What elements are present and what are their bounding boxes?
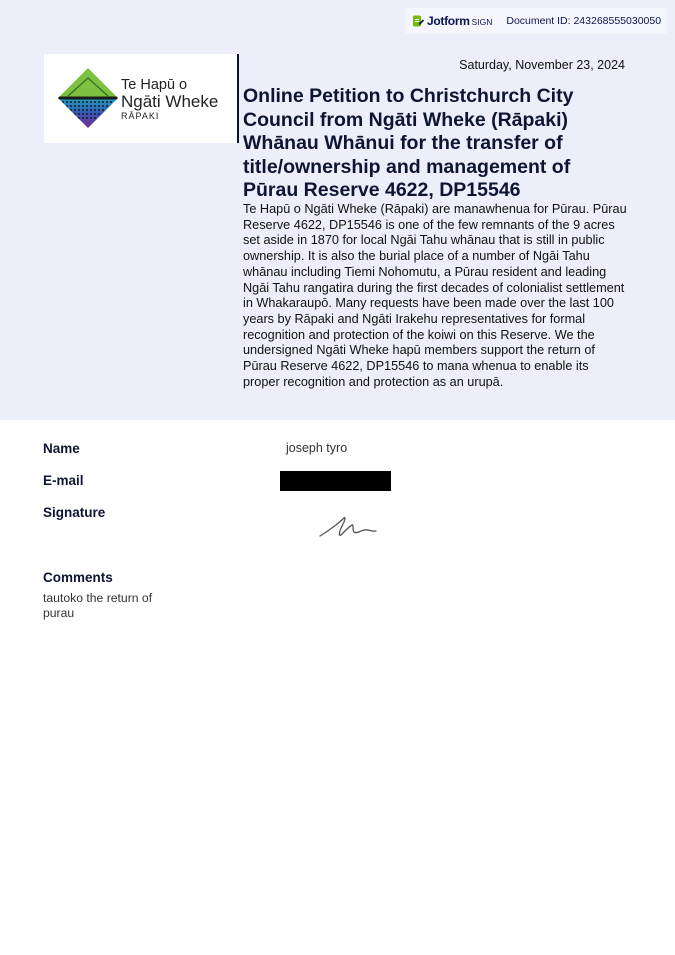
petition-description: Te Hapū o Ngāti Wheke (Rāpaki) are manawhenua for Pūrau. Pūrau Reserve 4622, DP15546 is one of the few remnants of the 9 acres set aside in 1870 for local Ngāi Tahu whānau that is still in public ownership. It is also the burial place of a number of Ngāi Tahu whānau including Tiemi Nohomutu, a Pūrau resident and leading Ngāi Tahu rangatira during the first decades of colonialist settlement in Whakaraupō. Many requests have been made over the last 100 years by Rāpaki and Ngāti Irakehu representatives for formal recognition and protection of the koiwi on this Reserve. We the undersigned Ngāti Wheke hapū members support the return of Pūrau Reserve 4622, DP15546 to mana whenua to enable its proper recognition and protection as an urupā. xyxy=(243,202,627,389)
document-id: Document ID: 243268555030050 xyxy=(506,15,662,27)
comments-label: Comments xyxy=(43,570,113,585)
logo-text-line3: RĀPAKI xyxy=(121,111,160,121)
name-label: Name xyxy=(43,441,80,456)
logo-text-line2: Ngāti Wheke xyxy=(121,92,219,111)
jotform-sign-icon xyxy=(412,15,424,27)
name-value: joseph tyro xyxy=(286,441,348,455)
signature-label: Signature xyxy=(43,505,106,520)
comments-value: tautoko the return of purau xyxy=(43,591,153,620)
logo-diamond-icon xyxy=(58,68,118,128)
signature-image xyxy=(318,512,380,544)
logo-text-line1: Te Hapū o xyxy=(121,77,188,93)
jotform-brand: Jotform xyxy=(427,14,470,28)
hapu-logo xyxy=(44,54,237,143)
document-id-badge xyxy=(405,8,667,34)
email-redaction xyxy=(280,471,391,491)
document-date: Saturday, November 23, 2024 xyxy=(459,58,625,72)
petition-title: Online Petition to Christchurch City Council from Ngāti Wheke (Rāpaki) Whānau Whānui for the transfer of title/ownership and management of Pūrau Reserve 4622, DP15546 xyxy=(243,85,574,201)
jotform-sign-suffix: SIGN xyxy=(471,17,493,27)
email-label: E-mail xyxy=(43,473,84,488)
logo-divider xyxy=(237,54,239,143)
